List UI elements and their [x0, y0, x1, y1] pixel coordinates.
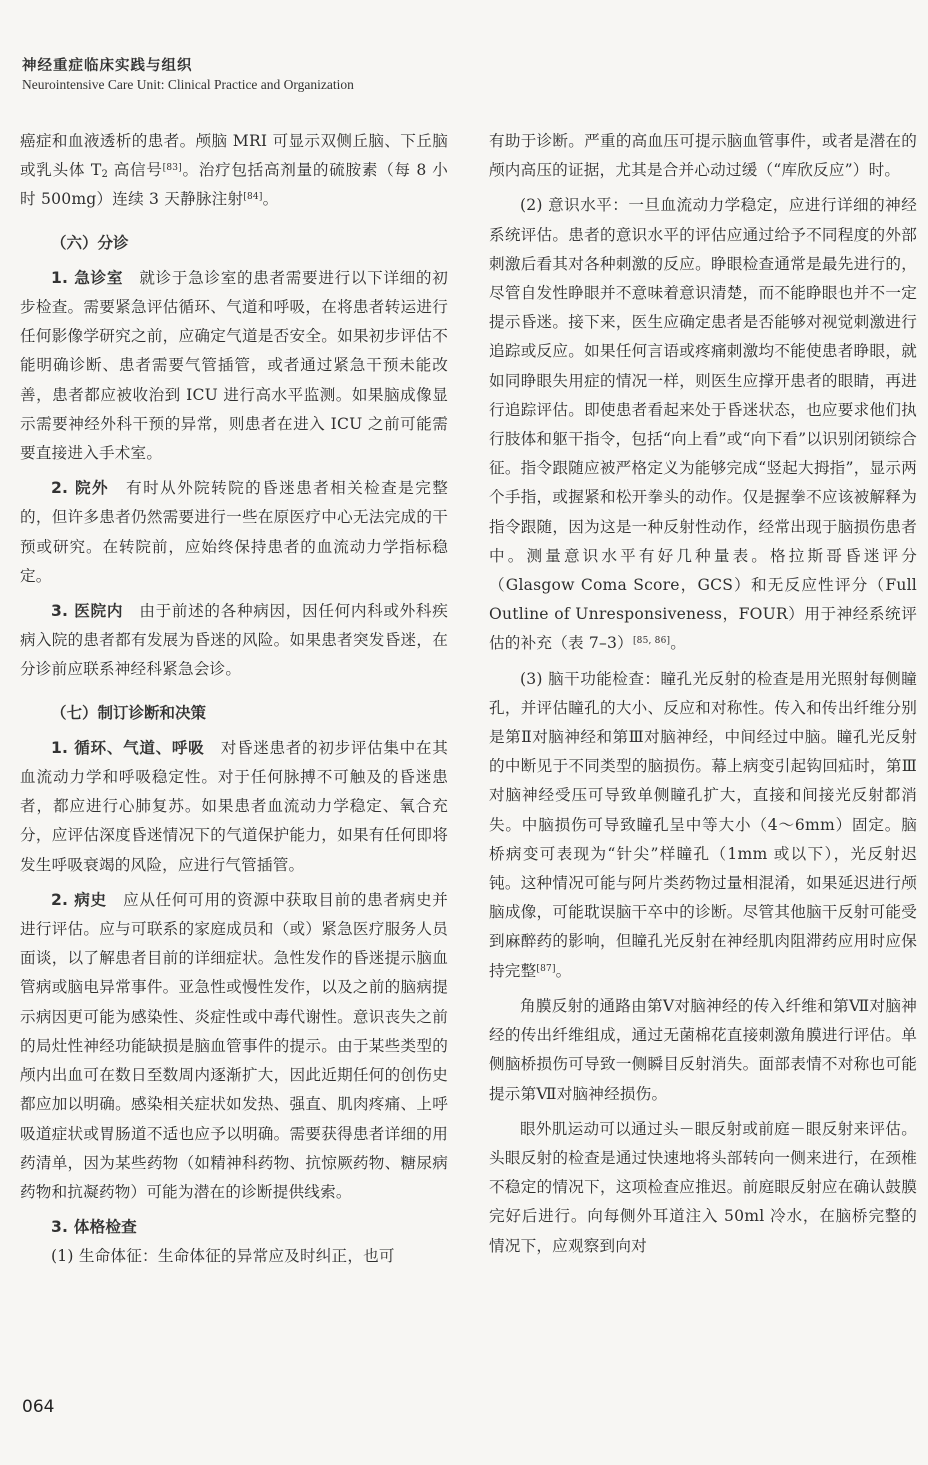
subheading: 3. 医院内	[51, 602, 124, 621]
subheading: 1. 循环、气道、呼吸	[51, 738, 205, 757]
citation: [85, 86]	[632, 636, 671, 647]
paragraph-corneal-reflex: 角膜反射的通路由第Ⅴ对脑神经的传入纤维和第Ⅶ对脑神经的传出纤维组成，通过无菌棉花直接刺激角膜进行评估。单侧脑桥损伤可导致一侧瞬目反射消失。面部表情不对称也可能提示第Ⅶ对脑神经损伤。	[489, 996, 917, 1103]
citation: [83]	[162, 163, 182, 174]
right-column	[489, 127, 917, 1261]
subheading: 2. 病史	[51, 890, 107, 909]
book-title-english: Neurointensive Care Unit: Clinical Practice and Organization	[22, 77, 354, 92]
paragraph-brainstem-exam: (3) 脑干功能检查：瞳孔光反射的检查是用光照射每侧瞳孔，并评估瞳孔的大小、反应和对称性。传入和传出纤维分别是第Ⅱ对脑神经和第Ⅲ对脑神经，中间经过中脑。瞳孔光反射的中断见于不同类型的脑损伤。幕上病变引起钩回疝时，第Ⅲ对脑神经受压可导致单侧瞳孔扩大，直接和间接光反射都消失。中脑损伤可导致瞳孔呈中等大小（4～6mm）固定。脑桥病变可表现为“针尖”样瞳孔（1mm 或以下），光反射迟钝。这种情况可能与阿片类药物过量相混淆，如果延迟进行颅脑成像，可能耽误脑干卒中的诊断。尽管其他脑干反射可能受到麻醉药的影响，但瞳孔光反射在神经肌肉阻滞药应用时应保持完整[87]。	[489, 669, 917, 980]
paragraph-circulation-airway: 1. 循环、气道、呼吸 对昏迷患者的初步评估集中在其血流动力学和呼吸稳定性。对于任何脉搏不可触及的昏迷患者，都应进行心肺复苏。如果患者血流动力学稳定、氧合充分，应评估深度昏迷情况下的气道保护能力，如果有任何即将发生呼吸衰竭的风险，应进行气管插管。	[20, 738, 448, 874]
subheading: 1. 急诊室	[51, 268, 124, 287]
book-title-chinese: 神经重症临床实践与组织	[22, 58, 193, 74]
paragraph-in-hospital: 3. 医院内 由于前述的各种病因，因任何内科或外科疾病入院的患者都有发展为昏迷的风险。如果患者突发昏迷，在分诊前应联系神经科紧急会诊。	[20, 602, 448, 679]
citation: [84]	[243, 192, 263, 203]
paragraph-outside-hospital: 2. 院外 有时从外院转院的昏迷患者相关检查是完整的，但许多患者仍然需要进行一些在原医疗中心无法完成的干预或研究。在转院前，应始终保持患者的血流动力学指标稳定。	[20, 479, 448, 585]
paragraph-intro: 癌症和血液透析的患者。颅脑 MRI 可显示双侧丘脑、下丘脑或乳头体 $T_2$ 高信号[83]。治疗包括高剂量的硫胺素（每 8 小时 500mg）连续 3 天静脉注射[84]。	[20, 132, 448, 209]
paragraph-emergency-room: 1. 急诊室 就诊于急诊室的患者需要进行以下详细的初步检查。需要紧急评估循环、气道和呼吸，在将患者转运进行任何影像学研究之前，应确定气道是否安全。如果初步评估不能明确诊断、患者需要气管插管，或者通过紧急干预未能改善，患者都应被收治到 ICU 进行高水平监测。如果脑成像显示需要神经外科干预的异常，则患者在进入 ICU 之前可能需要直接进入手术室。	[20, 268, 448, 463]
running-header	[22, 54, 354, 93]
paragraph-eye-movement: 眼外肌运动可以通过头－眼反射或前庭－眼反射来评估。头眼反射的检查是通过快速地将头部转向一侧来进行，在颈椎不稳定的情况下，这项检查应推迟。前庭眼反射应在确认鼓膜完好后进行。向每侧外耳道注入 50ml 冷水，在脑桥完整的情况下，应观察到向对	[489, 1119, 917, 1255]
left-column	[20, 127, 448, 1272]
page-number: 064	[22, 1397, 55, 1417]
subheading-physical-exam: 3. 体格检查	[51, 1218, 137, 1237]
citation: [87]	[536, 963, 556, 974]
paragraph-history: 2. 病史 应从任何可用的资源中获取目前的患者病史并进行评估。应与可联系的家庭成员和（或）紧急医疗服务人员面谈，以了解患者目前的详细症状。急性发作的昏迷提示脑血管病或脑电异常事件。亚急性或慢性发作，以及之前的脑病提示病因更可能为感染性、炎症性或中毒代谢性。意识丧失之前的局灶性神经功能缺损是脑血管事件的提示。由于某些类型的颅内出血可在数日至数周内逐渐扩大，因此近期任何的创伤史都应加以明确。感染相关症状如发热、强直、肌肉疼痛、上呼吸道症状或胃肠道不适也应予以明确。需要获得患者详细的用药清单，因为某些药物（如精神科药物、抗惊厥药物、糖尿病药物和抗凝药物）可能为潜在的诊断提供线索。	[20, 890, 449, 1201]
subheading: 2. 院外	[51, 479, 110, 498]
section-heading-triage: （六）分诊	[51, 233, 129, 252]
paragraph-consciousness-level: (2) 意识水平：一旦血流动力学稳定，应进行详细的神经系统评估。患者的意识水平的评估应通过给予不同程度的外部刺激后看其对各种刺激的反应。睁眼检查通常是最先进行的，尽管自发性睁眼并不意味着意识清楚，而不能睁眼也并不一定提示昏迷。接下来，医生应确定患者是否能够对视觉刺激进行追踪或反应。如果任何言语或疼痛刺激均不能使患者睁眼，就如同睁眼失用症的情况一样，则医生应撑开患者的眼睛，再进行追踪评估。即使患者看起来处于昏迷状态，也应要求他们执行肢体和躯干指令，包括“向上看”或“向下看”以识别闭锁综合征。指令跟随应被严格定义为能够完成“竖起大拇指”，显示两个手指，或握紧和松开拳头的动作。仅是握拳不应该被解释为指令跟随，因为这是一种反射性动作，经常出现于脑损伤患者中。测量意识水平有好几种量表。格拉斯哥昏迷评分（Glasgow Coma Score，GCS）和无反应性评分（Full Outline of Unresponsiveness，FOUR）用于神经系统评估的补充（表 7–3）[85, 86]。	[489, 196, 917, 653]
paragraph-continued: 有助于诊断。严重的高血压可提示脑血管事件，或者是潜在的颅内高压的证据，尤其是合并心动过缓（“库欣反应”）时。	[489, 132, 917, 180]
section-heading-diagnosis: （七）制订诊断和决策	[51, 703, 207, 722]
paragraph-vital-signs: (1) 生命体征：生命体征的异常应及时纠正，也可	[51, 1247, 395, 1266]
